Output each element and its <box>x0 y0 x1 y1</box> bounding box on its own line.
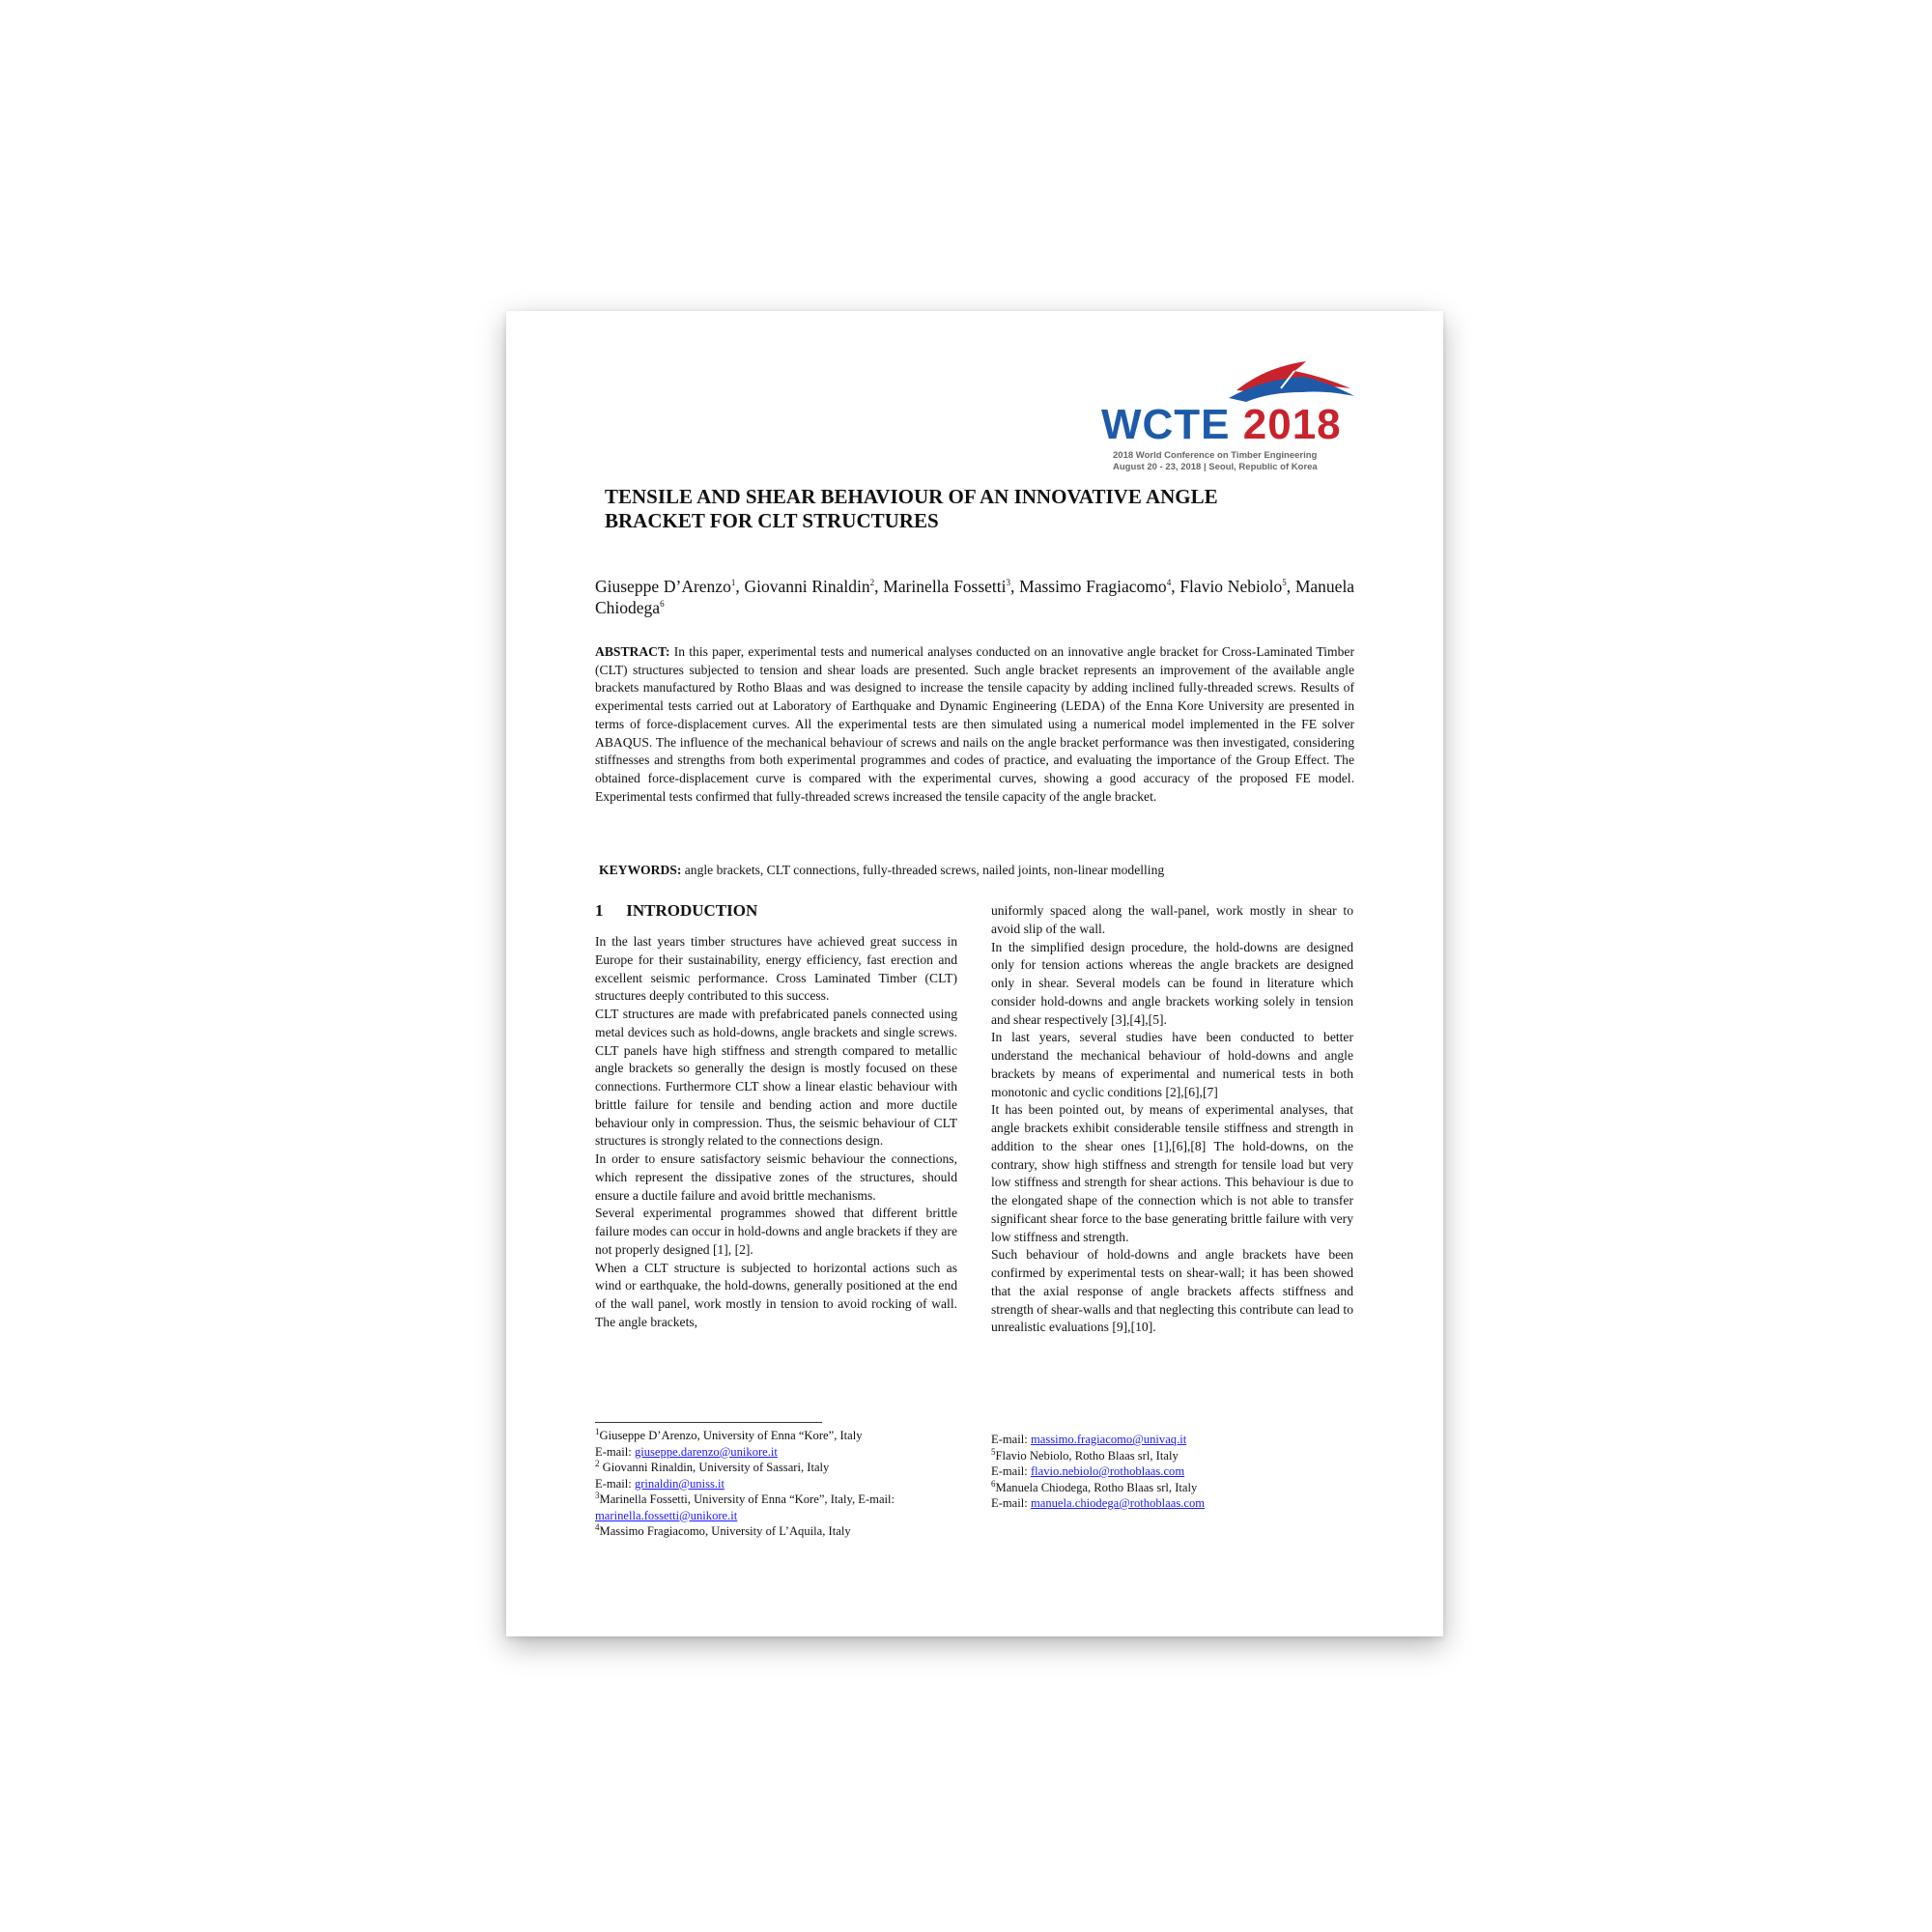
body-paragraph: Several experimental programmes showed that different brittle failure modes can occur in hold-downs and angle brackets if they are not properly designed [1], [2]. <box>595 1206 957 1257</box>
footnote-line <box>991 1448 1368 1464</box>
logo-year: 2018 <box>1242 401 1342 448</box>
footnote-text: Flavio Nebiolo, Rotho Blaas srl, Italy <box>995 1448 1179 1463</box>
footnote-line <box>595 1428 972 1444</box>
email-label: E-mail: <box>991 1496 1028 1510</box>
author-name: Manuela Chiodega <box>595 577 1355 617</box>
footnote-mark: 4 <box>595 1521 600 1532</box>
paper-title <box>605 485 1339 533</box>
body-paragraph: It has been pointed out, by means of experimental analyses, that angle brackets exhibit considerable tensile stiffness and strength in addition to the shear ones [1],[6],[8] The hold-downs, on the contrary, show high stiffness and strength for tensile load but very low stiffness and strength for shear actions. This behaviour is due to the elongated shape of the connection which is not able to transfer significant shear force to the base generating brittle failure with very low stiffness and strength. <box>991 1102 1353 1244</box>
author-name: Giovanni Rinaldin <box>744 577 870 596</box>
right-column <box>991 902 1353 1337</box>
logo-subtitle <box>1113 450 1318 473</box>
keywords <box>599 862 1358 879</box>
footnote-line <box>595 1444 972 1461</box>
email-link[interactable]: massimo.fragiacomo@univaq.it <box>1030 1433 1187 1446</box>
email-link[interactable]: grinaldin@uniss.it <box>634 1476 725 1491</box>
footnote-mark: 6 <box>991 1478 996 1489</box>
body-paragraph: CLT structures are made with prefabricated panels connected using metal devices such as hold-downs, angle brackets and single screws. CLT panels have high stiffness and strength compared to metallic angle brackets so generally the design is mostly focused on these connections. Furthermore CLT show a linear elastic behaviour with brittle failure for tensile and bending action and more ductile behaviour only in compression. Thus, the seismic behaviour of CLT structures is strongly related to the connections design. <box>595 1007 957 1149</box>
author-affiliation-mark: 6 <box>660 599 665 610</box>
body-paragraph: In the last years timber structures have achieved great success in Europe for their sustainability, energy efficiency, fast erection and excellent seismic performance. Cross Laminated Timber (CLT) structures deeply contributed to this success. <box>595 934 957 1004</box>
email-label: E-mail: <box>991 1464 1028 1478</box>
author-affiliation-mark: 2 <box>869 578 875 588</box>
body-paragraph: In order to ensure satisfactory seismic behaviour the connections, which represent the dissipative zones of the structures, should ensure a ductile failure and avoid brittle mechanisms. <box>595 1151 957 1203</box>
section-heading <box>595 900 757 922</box>
footnote-mark: 2 <box>595 1458 600 1468</box>
logo-title <box>1101 401 1342 448</box>
footnote-line <box>595 1523 972 1540</box>
author <box>595 577 735 596</box>
logo-subtitle-line2: August 20 - 23, 2018 | Seoul, Republic of Korea <box>1113 462 1318 472</box>
footnotes-right <box>991 1432 1368 1512</box>
footnote-mark: 5 <box>991 1446 996 1457</box>
footnote-line <box>595 1492 972 1508</box>
author <box>1179 577 1286 596</box>
title-line-1: TENSILE AND SHEAR BEHAVIOUR OF AN INNOVATIVE ANGLE <box>605 485 1218 508</box>
body-paragraph: In last years, several studies have been conducted to better understand the mechanical behaviour of hold-downs and angle brackets by means of experimental and numerical tests in both monotonic and cyclic conditions [2],[6],[7] <box>991 1030 1353 1099</box>
email-link[interactable]: flavio.nebiolo@rothoblaas.com <box>1030 1464 1185 1478</box>
footnote-line <box>595 1460 972 1476</box>
email-link[interactable]: giuseppe.darenzo@unikore.it <box>634 1444 778 1459</box>
footnote-line <box>595 1476 972 1492</box>
footnote-mark: 1 <box>595 1426 600 1436</box>
author-affiliation-mark: 4 <box>1166 578 1172 588</box>
conference-logo <box>1101 359 1372 472</box>
footnotes-left <box>595 1428 972 1540</box>
section-title: INTRODUCTION <box>626 901 758 920</box>
author-list: Giuseppe D’Arenzo$^1$, Giovanni Rinaldin$^2$, Marinella Fossetti$^3$, Massimo Fragiacomo$^4$, Flavio Nebiolo$^5$, Manuela Chiodega$^6$ <box>595 577 1355 617</box>
author-name: Giuseppe D’Arenzo <box>595 577 731 596</box>
author <box>1019 577 1171 596</box>
author <box>744 577 874 596</box>
email-link[interactable]: marinella.fossetti@unikore.it <box>595 1508 738 1522</box>
abstract-text: In this paper, experimental tests and numerical analyses conducted on an innovative angle bracket for Cross-Laminated Timber (CLT) structures subjected to tension and shear loads are presented. Such angle bracket represents an improvement of the available angle brackets manufactured by Rotho Blaas and was designed to increase the tensile capacity by adding inclined fully-threaded screws. Results of experimental tests carried out at Laboratory of Earthquake and Dynamic Engineering (LEDA) of the Enna Kore University are presented in terms of force-displacement curves. All the experimental tests are then simulated using a numerical model implemented in the FE solver ABAQUS. The influence of the mechanical behaviour of screws and nails on the angle bracket performance was then investigated, considering stiffnesses and strengths from both experimental programmes and codes of practice, and evaluating the importance of the Group Effect. The obtained force-displacement curve is compared with the experimental curves, showing a good accuracy of the proposed FE model. Experimental tests confirmed that fully-threaded screws increased the tensile capacity of the angle bracket. <box>595 644 1354 804</box>
footnote-text: Marinella Fossetti, University of Enna “Kore”, Italy, E-mail: <box>599 1492 895 1506</box>
author-name: Marinella Fossetti <box>883 577 1007 596</box>
logo-word: WCTE <box>1101 401 1231 448</box>
author-affiliation-mark: 5 <box>1282 578 1287 588</box>
body-paragraph: When a CLT structure is subjected to horizontal actions such as wind or earthquake, the hold-downs, generally positioned at the end of the wall panel, work mostly in tension to avoid rocking of wall. The angle brackets, <box>595 1260 957 1329</box>
author-name: Flavio Nebiolo <box>1179 577 1283 596</box>
body-paragraph: In the simplified design procedure, the hold-downs are designed only for tension actions whereas the angle brackets are designed only in shear. Several models can be found in literature which consider hold-downs and angle brackets working solely in tension and shear respectively [3],[4],[5]. <box>991 939 1353 1027</box>
footnote-line <box>991 1432 1368 1448</box>
keywords-label: KEYWORDS: <box>599 863 682 877</box>
email-link[interactable]: manuela.chiodega@rothoblaas.com <box>1030 1496 1206 1510</box>
footnote-line <box>991 1480 1368 1496</box>
footnote-divider <box>595 1422 822 1423</box>
body-paragraph: uniformly spaced along the wall-panel, work mostly in shear to avoid slip of the wall. <box>991 903 1353 936</box>
footnote-line <box>595 1508 972 1524</box>
email-label: E-mail: <box>991 1433 1028 1446</box>
left-column <box>595 933 957 1332</box>
paper-page <box>506 311 1443 1636</box>
keywords-text: angle brackets, CLT connections, fully-threaded screws, nailed joints, non-linear modelling <box>684 863 1165 877</box>
author-affiliation-mark: 3 <box>1006 578 1011 588</box>
title-line-2: BRACKET FOR CLT STRUCTURES <box>605 509 939 532</box>
footnote-line <box>991 1463 1368 1480</box>
body-paragraph: Such behaviour of hold-downs and angle brackets have been confirmed by experimental tests on shear-wall; it has been showed that the axial response of angle brackets affects stiffness and strength of shear-walls and that neglecting this contribute can lead to unrealistic evaluations [9],[10]. <box>991 1247 1353 1335</box>
logo-subtitle-line1: 2018 World Conference on Timber Engineering <box>1113 450 1318 461</box>
email-label: E-mail: <box>595 1476 632 1491</box>
abstract-label: ABSTRACT: <box>595 644 670 659</box>
author-affiliation-mark: 1 <box>730 578 736 588</box>
abstract <box>595 643 1354 806</box>
footnote-text: Massimo Fragiacomo, University of L’Aquila, Italy <box>599 1524 851 1538</box>
footnote-text: Giuseppe D’Arenzo, University of Enna “Kore”, Italy <box>599 1429 863 1442</box>
footnote-text: Manuela Chiodega, Rotho Blaas srl, Italy <box>995 1480 1198 1494</box>
email-label: E-mail: <box>595 1444 632 1459</box>
section-number: 1 <box>595 901 604 920</box>
author-name: Massimo Fragiacomo <box>1019 577 1167 596</box>
author <box>883 577 1010 596</box>
footnote-line <box>991 1495 1368 1512</box>
footnote-text: Giovanni Rinaldin, University of Sassari, Italy <box>599 1461 830 1474</box>
footnote-mark: 3 <box>595 1490 600 1500</box>
